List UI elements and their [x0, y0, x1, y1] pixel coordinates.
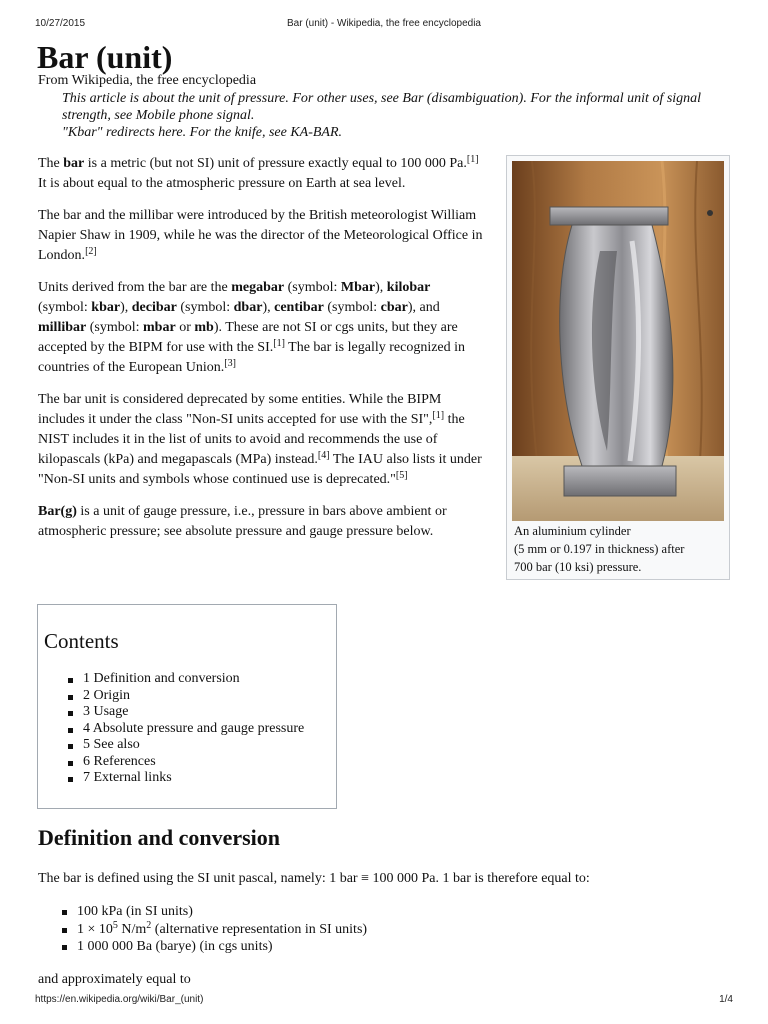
term-kilobar: kilobar	[386, 280, 431, 295]
exponent: 2	[146, 919, 152, 931]
hatnote-line: "Kbar" redirects here. For the knife, see KA-BAR.	[62, 125, 343, 140]
text: (symbol:	[284, 280, 341, 295]
page-title: Bar (unit)	[37, 39, 173, 75]
symbol-dbar: dbar	[233, 300, 263, 315]
print-url: https://en.wikipedia.org/wiki/Bar_(unit)	[35, 994, 204, 1005]
text: the NIST includes it in the list of units to avoid and recommends the use of kilopascals (kPa) and megapascals (MPa) instead.	[38, 412, 465, 467]
reference-1[interactable]: [1]	[466, 154, 479, 165]
text: 1 × 10	[77, 921, 113, 937]
reference-3[interactable]: [3]	[224, 358, 236, 369]
text: ), and	[407, 300, 440, 315]
reference-1[interactable]: [1]	[432, 410, 445, 421]
text: The	[38, 156, 64, 171]
definition-list	[62, 903, 367, 956]
paragraph-history	[38, 206, 483, 266]
term-millibar: millibar	[38, 320, 87, 335]
section-heading-definition: Definition and conversion	[38, 825, 281, 850]
term-bar: bar	[63, 156, 85, 171]
paragraph-barg	[38, 502, 483, 542]
exponent: 5	[112, 919, 118, 931]
text: ),	[120, 300, 132, 315]
paragraph-deprecation	[38, 390, 483, 490]
text: The bar is legally recognized in countries of the European Union.	[38, 340, 466, 375]
term-megabar: megabar	[231, 280, 285, 295]
approx-text: and approximately equal to	[38, 972, 191, 987]
toc-item-origin[interactable]: 2 Origin	[68, 688, 304, 705]
text: The bar unit is considered deprecated by some entities. While the BIPM includes it under the class "Non-SI units accepted for use with the SI",	[38, 392, 442, 427]
aluminium-cylinder-photo[interactable]	[512, 161, 724, 521]
text: (symbol:	[176, 300, 234, 315]
text: ). These are not SI or cgs units, but they are accepted by the BIPM for use with the SI.	[38, 320, 458, 355]
toc-item-references[interactable]: 6 References	[68, 754, 304, 771]
print-footer	[0, 994, 768, 1024]
symbol-kbar: kbar	[91, 300, 121, 315]
text: is a metric (but not SI) unit of pressure exactly equal to 100 000 Pa.	[84, 156, 467, 171]
print-date: 10/27/2015	[35, 18, 86, 29]
caption-line: (5 mm or 0.197 in thickness) after	[514, 542, 685, 556]
toc-item-usage[interactable]: 3 Usage	[68, 704, 304, 721]
text: (symbol:	[323, 300, 381, 315]
toc-item-absolute-and-gauge-pressure[interactable]: 4 Absolute pressure and gauge pressure	[68, 721, 304, 738]
reference-1[interactable]: [1]	[273, 338, 285, 349]
toc-item-see-also[interactable]: 5 See also	[68, 737, 304, 754]
figure-caption	[514, 522, 726, 576]
tagline: From Wikipedia, the free encyclopedia	[38, 73, 257, 88]
list-item	[62, 921, 367, 939]
text: (symbol:	[38, 300, 92, 315]
reference-5[interactable]: [5]	[395, 470, 408, 481]
symbol-cbar: cbar	[380, 300, 408, 315]
paragraph-derived-units	[38, 278, 483, 378]
symbol-mbar-mega: Mbar	[340, 280, 376, 295]
symbol-mbar: mbar	[143, 320, 176, 335]
reference-2[interactable]: [2]	[85, 246, 97, 257]
text: The IAU also lists it under "Non-SI units and symbols whose continued use is deprecated."	[38, 452, 482, 487]
text: is a unit of gauge pressure, i.e., pressure in bars above ambient or atmospheric pressure; see absolute pressure and gauge pressure below.	[38, 504, 447, 539]
toc-item-definition-and-conversion[interactable]: 1 Definition and conversion	[68, 671, 304, 688]
term-centibar: centibar	[274, 300, 324, 315]
article-body	[38, 154, 483, 554]
toc-list	[68, 671, 304, 787]
list-item: 100 kPa (in SI units)	[62, 903, 367, 921]
page-number: 1/4	[719, 994, 733, 1005]
toc-title: Contents	[44, 629, 119, 653]
paragraph-intro	[38, 154, 483, 194]
print-header	[0, 0, 768, 30]
text: ),	[375, 280, 387, 295]
print-title: Bar (unit) - Wikipedia, the free encyclopedia	[287, 18, 481, 29]
text: (alternative representation in SI units)	[151, 921, 368, 937]
hatnote-line: This article is about the unit of pressure. For other uses, see Bar (disambiguation). For the informal unit of signal strength, see Mobile phone signal.	[62, 91, 702, 123]
list-item: 1 000 000 Ba (barye) (in cgs units)	[62, 938, 367, 956]
text: ),	[262, 300, 275, 315]
symbol-mb: mb	[194, 320, 214, 335]
table-of-contents	[37, 604, 337, 809]
text: Units derived from the bar are the	[38, 280, 232, 295]
text: It is about equal to the atmospheric pressure on Earth at sea level.	[38, 176, 406, 191]
text: N/m	[117, 921, 147, 937]
caption-line: 700 bar (10 ksi) pressure.	[514, 560, 642, 574]
reference-4[interactable]: [4]	[317, 450, 330, 461]
text: The bar and the millibar were introduced by the British meteorologist William Napier Shaw in 1909, while he was the director of the Meteorological Office in London.	[38, 208, 483, 263]
text: or	[175, 320, 195, 335]
text: (symbol:	[86, 320, 144, 335]
toc-item-external-links[interactable]: 7 External links	[68, 770, 304, 787]
caption-line: An aluminium cylinder	[514, 524, 631, 538]
definition-intro: The bar is defined using the SI unit pascal, namely: 1 bar ≡ 100 000 Pa. 1 bar is therefore equal to:	[38, 871, 590, 886]
hatnote	[62, 90, 742, 141]
term-decibar: decibar	[131, 300, 177, 315]
figure-thumbnail	[506, 155, 730, 580]
term-barg: Bar(g)	[38, 504, 77, 519]
